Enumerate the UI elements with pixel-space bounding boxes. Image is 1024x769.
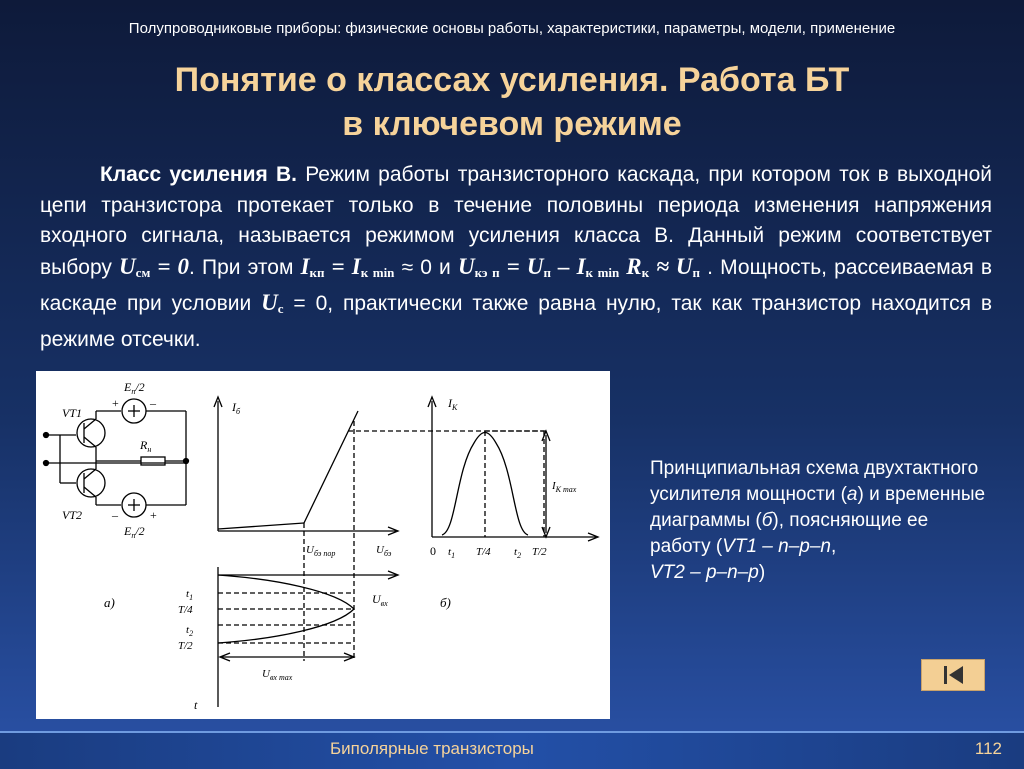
- label-b: б): [440, 595, 451, 610]
- footer-title: Биполярные транзисторы: [330, 739, 534, 758]
- page-number: 112: [974, 739, 1002, 758]
- uvx-max-label: $U_{вх max}$: [262, 668, 293, 682]
- output-current-plot: [428, 397, 598, 541]
- uvx-label: $U_{вх}$: [372, 592, 388, 608]
- t-axis-label: t: [194, 698, 198, 712]
- formula-ukep: $U_{кэ п} = U_п - I_{к min}$ $R_к \approx U_п$: [457, 253, 701, 280]
- figure-svg: [36, 371, 610, 719]
- ib-curve-rise: [304, 411, 358, 523]
- u-c: $U_с$: [261, 290, 284, 316]
- minus-bottom: –: [112, 508, 118, 522]
- header-subtitle: Полупроводниковые приборы: физические основы работы, характеристики, параметры, модели, применение: [128, 20, 896, 37]
- ground-node: [184, 459, 189, 464]
- plus-top: +: [112, 396, 119, 410]
- plus-bottom: +: [150, 508, 157, 522]
- body-text-2: . При этом: [189, 255, 301, 279]
- y-t2-label: $t_2$: [186, 624, 194, 638]
- ube-por-label: $U_{бэ пор}$: [306, 544, 336, 558]
- skip-to-first-icon: [939, 664, 967, 686]
- t1-label: $t_1$: [448, 546, 456, 560]
- ik-axis-label: $I_К$: [448, 396, 458, 412]
- t-zero-label: 0: [430, 544, 436, 558]
- u-cm: $U_{см} = 0$: [119, 253, 190, 280]
- t-half-label: T/2: [532, 546, 547, 558]
- input-characteristic: [214, 397, 544, 661]
- first-slide-button[interactable]: [921, 659, 985, 691]
- body-text-3: . Мощность, рассеиваемая в каскаде при условии: [40, 255, 992, 315]
- input-node-bottom: [44, 461, 49, 466]
- input-node-top: [44, 433, 49, 438]
- figure-panel: [36, 371, 610, 719]
- y-thalf-label: T/2: [178, 640, 193, 652]
- body-paragraph: [40, 160, 992, 355]
- load-resistor: [141, 457, 165, 465]
- rn-label: $R_н$: [140, 438, 152, 454]
- minus-top: –: [150, 396, 156, 410]
- label-a: а): [104, 595, 115, 610]
- ep2-bottom-label: $E_п/2$: [124, 524, 145, 540]
- y-t1-label: $t_1$: [186, 588, 194, 602]
- figure-caption: Принципиальная схема двухтактного усилителя мощности (а) и временные диаграммы (б), поясняющие ее работу (VT1 – n–p–n, VT2 – p–n–p): [650, 458, 986, 583]
- lead-bold: Класс усиления В.: [100, 163, 297, 186]
- slide-title-line2: в ключевом режиме: [342, 105, 682, 143]
- ik-max-label: $I_{К max}$: [552, 480, 577, 494]
- formula-ikp: $I_{кп} = I_{к min}$: [300, 253, 395, 280]
- vt2-label: VT2: [62, 508, 83, 522]
- body-text-4: = 0, практически также равна нулю, так как транзистор находится в режиме отсечки.: [40, 292, 992, 351]
- slide-title-line1: Понятие о классах усиления. Работа БТ: [174, 61, 850, 99]
- ep2-top-label: $E_п/2$: [124, 380, 145, 396]
- slide-title: [0, 58, 1024, 146]
- y-t4-label: T/4: [178, 604, 193, 616]
- body-text-1: Режим работы транзисторного каскада, при котором ток в выходной цепи транзистора протекает только в течение половины периода изменения напряжения входного сигнала, называется режимом усиления класса В. Данный режим соответствует выбору: [40, 163, 992, 279]
- approx-zero: ≈ 0 и: [394, 255, 458, 279]
- t4-label: T/4: [476, 546, 491, 558]
- ube-axis-label: $U_{бэ}$: [376, 544, 392, 558]
- ib-axis-label: $I_б$: [232, 400, 241, 416]
- vt1-label: VT1: [62, 406, 83, 420]
- t2-label: $t_2$: [514, 546, 522, 560]
- ib-curve-flat: [218, 523, 304, 529]
- input-signal-plot: [218, 567, 398, 707]
